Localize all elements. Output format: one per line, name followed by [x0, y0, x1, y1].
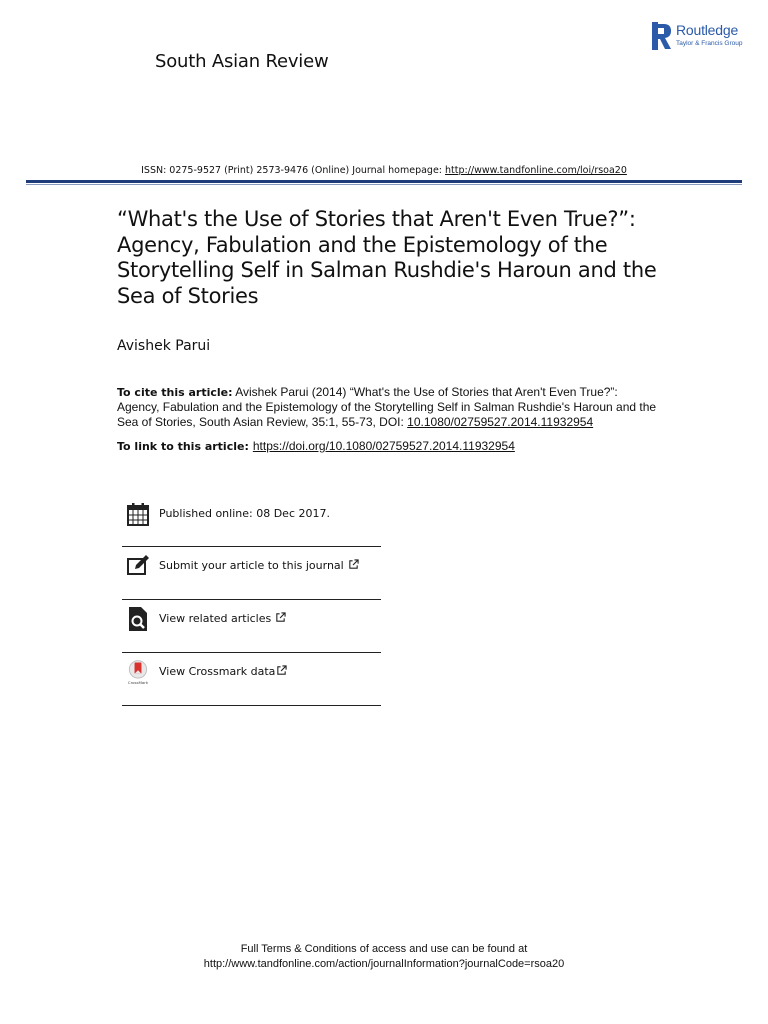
- edit-icon: [126, 553, 150, 579]
- publisher-logo[interactable]: [652, 20, 752, 52]
- search-document-icon: [126, 606, 150, 632]
- crossmark-logo-text: CrossMark: [127, 680, 149, 685]
- external-link-icon: [348, 559, 359, 570]
- citation-doi-link[interactable]: 10.1080/02759527.2014.11932954: [407, 415, 594, 429]
- issn-text: ISSN: 0275-9527 (Print) 2573-9476 (Online) Journal homepage:: [141, 165, 446, 176]
- calendar-icon: [126, 501, 150, 527]
- publisher-name: Routledge: [676, 22, 739, 38]
- related-articles-link[interactable]: [159, 612, 286, 625]
- crossmark-icon: [126, 659, 150, 685]
- link-label: To link to this article:: [117, 440, 249, 453]
- citation-label: To cite this article:: [117, 386, 233, 399]
- footer: [0, 942, 768, 972]
- header-rule-thin: [26, 184, 742, 185]
- issn-line: [0, 165, 768, 176]
- submit-article-link[interactable]: [159, 559, 359, 572]
- crossmark-label: View Crossmark data: [159, 665, 276, 678]
- header-rule: [26, 180, 742, 183]
- publisher-group: Taylor & Francis Group: [676, 40, 743, 47]
- article-actions: [122, 495, 381, 706]
- submit-article-label: Submit your article to this journal: [159, 559, 344, 572]
- submit-article-item[interactable]: [122, 547, 381, 600]
- article-doi-link[interactable]: https://doi.org/10.1080/02759527.2014.11932954: [252, 439, 515, 453]
- related-articles-item[interactable]: [122, 600, 381, 653]
- footer-terms-text: Full Terms & Conditions of access and use can be found at: [240, 943, 528, 955]
- journal-title: South Asian Review: [155, 51, 329, 72]
- related-articles-label: View related articles: [159, 612, 272, 625]
- article-title: “What's the Use of Stories that Aren't Even True?”: Agency, Fabulation and the Epistemology of the Storytelling Self in Salman Rushdie's Haroun and the Sea of Stories: [117, 207, 657, 308]
- crossmark-link[interactable]: [159, 665, 287, 678]
- journal-homepage-link[interactable]: http://www.tandfonline.com/loi/rsoa20: [445, 165, 627, 176]
- external-link-icon: [275, 612, 286, 623]
- crossmark-item[interactable]: [122, 653, 381, 706]
- citation-text: Avishek Parui (2014) “What's the Use of Stories that Aren't Even True?”: Agency, Fabulation and the Epistemology of the Storytelling Self in Salman Rushdie's Haroun and the Sea of Stories, South Asian Review, 35:1, 55-73, DOI:: [117, 385, 657, 429]
- routledge-r-icon: [652, 22, 672, 50]
- author-name: Avishek Parui: [117, 338, 211, 354]
- published-online-text: Published online: 08 Dec 2017.: [159, 507, 330, 520]
- external-link-icon: [276, 665, 287, 676]
- article-link-line: [117, 439, 515, 453]
- citation-block: [117, 385, 657, 430]
- footer-terms-link[interactable]: http://www.tandfonline.com/action/journalInformation?journalCode=rsoa20: [203, 958, 565, 970]
- published-online-item: [122, 495, 381, 547]
